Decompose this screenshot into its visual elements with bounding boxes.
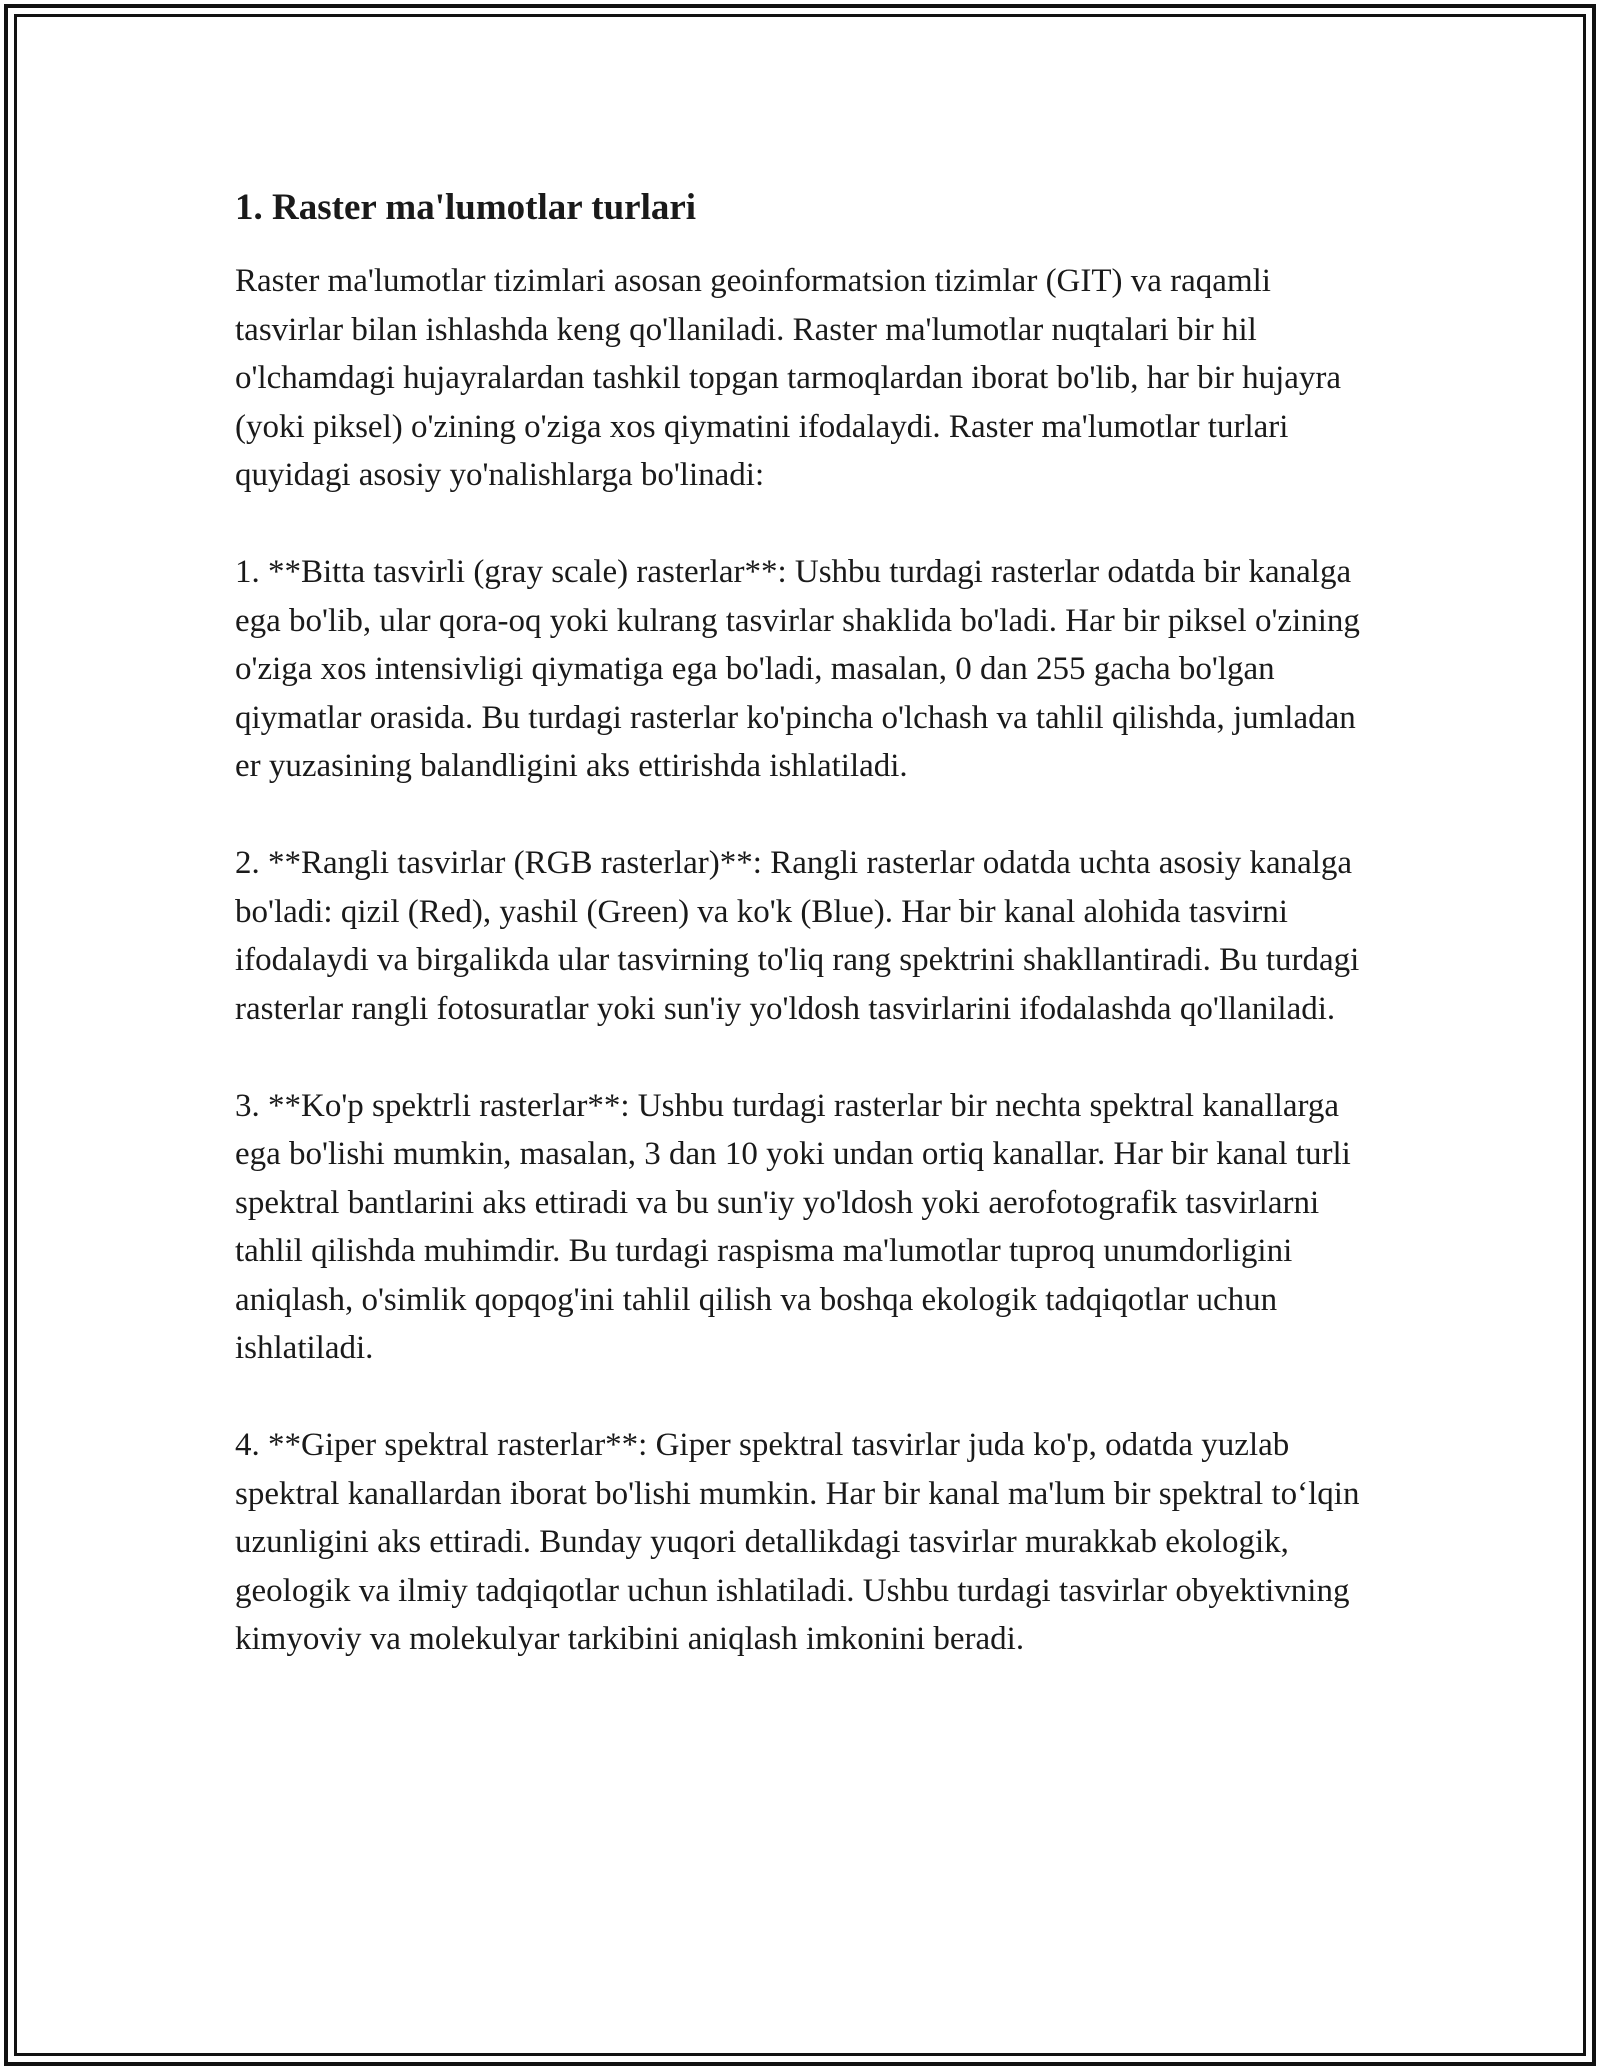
paragraph-grayscale-rasters: 1. **Bitta tasvirli (gray scale) rasterlar**: Ushbu turdagi rasterlar odatda bir kanalga ega bo'lib, ular qora-oq yoki kulrang tasvirlar shaklida bo'ladi. Har bir piksel o'zining o'ziga xos intensivligi qiymatiga ega bo'ladi, masalan, 0 dan 255 gacha bo'lgan qiymatlar orasida. Bu turdagi rasterlar ko'pincha o'lchash va tahlil qilishda, jumladan er yuzasining balandligini aks ettirishda ishlatiladi. bbox=[235, 554, 1360, 784]
section-heading: 1. Raster ma'lumotlar turlari bbox=[235, 187, 697, 228]
paragraph-hyperspectral-rasters: 4. **Giper spektral rasterlar**: Giper spektral tasvirlar juda ko'p, odatda yuzlab spektral kanallardan iborat bo'lishi mumkin. Har bir kanal ma'lum bir spektral to‘lqin uzunligini aks ettiradi. Bunday yuqori detallikdagi tasvirlar murakkab ekologik, geologik va ilmiy tadqiqotlar uchun ishlatiladi. Ushbu turdagi tasvirlar obyektivning kimyoviy va molekulyar tarkibini aniqlash imkonini beradi. bbox=[235, 1427, 1360, 1657]
document-body bbox=[235, 185, 1375, 1712]
paragraph-multispectral-rasters: 3. **Ko'p spektrli rasterlar**: Ushbu turdagi rasterlar bir nechta spektral kanallarga ega bo'lishi mumkin, masalan, 3 dan 10 yoki undan ortiq kanallar. Har bir kanal turli spektral bantlarini aks ettiradi va bu sun'iy yo'ldosh yoki aerofotografik tasvirlarni tahlil qilishda muhimdir. Bu turdagi raspisma ma'lumotlar tuproq unumdorligini aniqlash, o'simlik qopqog'ini tahlil qilish va boshqa ekologik tadqiqotlar uchun ishlatiladi. bbox=[235, 1087, 1351, 1366]
paragraph-rgb-rasters: 2. **Rangli tasvirlar (RGB rasterlar)**: Rangli rasterlar odatda uchta asosiy kanalga bo'ladi: qizil (Red), yashil (Green) va ko'k (Blue). Har bir kanal alohida tasvirni ifodalaydi va birgalikda ular tasvirning to'liq rang spektrini shakllantiradi. Bu turdagi rasterlar rangli fotosuratlar yoki sun'iy yo'ldosh tasvirlarini ifodalashda qo'llaniladi. bbox=[235, 845, 1360, 1027]
intro-paragraph: Raster ma'lumotlar tizimlari asosan geoinformatsion tizimlar (GIT) va raqamli tasvirlar bilan ishlashda keng qo'llaniladi. Raster ma'lumotlar nuqtalari bir hil o'lchamdagi hujayralardan tashkil topgan tarmoqlardan iborat bo'lib, har bir hujayra (yoki piksel) o'zining o'ziga xos qiymatini ifodalaydi. Raster ma'lumotlar turlari quyidagi asosiy yo'nalishlarga bo'linadi: bbox=[235, 263, 1342, 493]
